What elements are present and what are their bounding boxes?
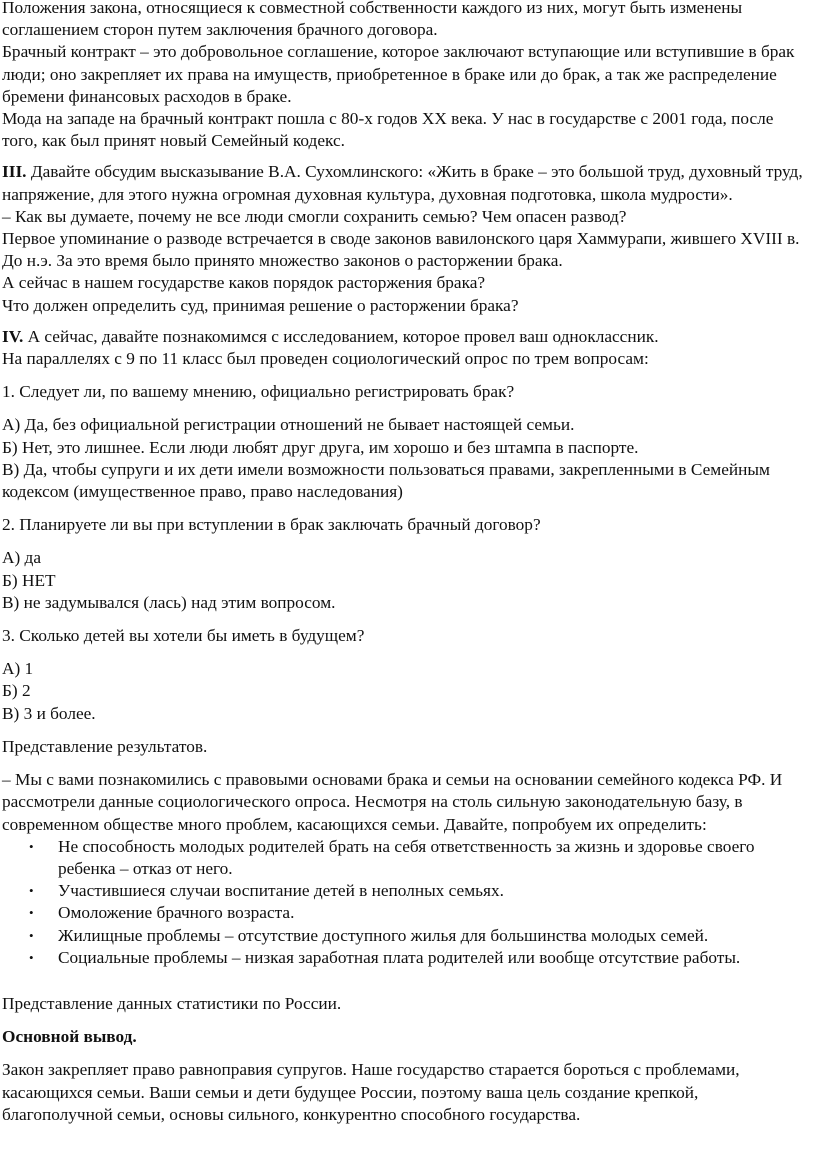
section-3-question-divorce: – Как вы думаете, почему не все люди смогли сохранить семью? Чем опасен развод? [2,206,627,226]
section-4-label: IV. [2,326,24,346]
survey-answer-3c: В) 3 и более. [2,703,96,723]
results-label: Представление результатов. [2,736,208,756]
survey-answer-1c: В) Да, чтобы супруги и их дети имели возможности пользоваться правами, закрепленными в Семейным кодексом (имущественное право, право наследования) [2,459,770,502]
section-4-intro: А сейчас, давайте познакомимся с исследованием, которое провел ваш одноклассник. [23,326,659,346]
problems-list [2,836,804,969]
discussion-paragraph: – Мы с вами познакомились с правовыми основами брака и семьи на основании семейного кодекса РФ. И рассмотрели данные социологического опроса. Несмотря на столь сильную законодательную базу, в современном обществе много проблем, касающихся семьи. Давайте, попробуем их определить: [2,770,783,834]
survey-answer-2c: В) не задумывался (лась) над этим вопросом. [2,592,336,612]
survey-answer-2a: А) да [2,548,42,568]
conclusion-paragraph: Закон закрепляет право равноправия супругов. Наше государство старается бороться с проблемами, касающихся семьи. Ваши семьи и дети будущее России, поэтому ваша цель создание крепкой, благополучной семьи, основы сильного, конкурентно способного государства. [2,1060,740,1124]
list-item-text: Жилищные проблемы – отсутствие доступного жилья для большинства молодых семей. [58,925,709,945]
list-item [2,925,804,947]
bullet-icon: • [29,949,34,965]
bullet-icon: • [29,927,34,943]
section-3-quote: Давайте обсудим высказывание В.А. Сухомлинского: «Жить в браке – это большой труд, духовный труд, напряжение, для этого нужна огромная духовная культура, духовная подготовка, школа мудрости». [2,162,803,204]
paragraph-marriage-contract-definition: Брачный контракт – это добровольное соглашение, которое заключают вступающие или вступившие в брак люди; оно закрепляет их права на имуществ, приобретенное в браке или до брак, а так же распределение бремени финансовых расходов в браке. [2,42,795,106]
survey-answer-1b: Б) Нет, это лишнее. Если люди любят друг друга, им хорошо и без штампа в паспорте. [2,437,639,457]
paragraph-contract-history: Мода на западе на брачный контракт пошла с 80-х годов XX века. У нас в государстве с 2001 года, после того, как был принят новый Семейный кодекс. [2,109,774,151]
section-3-lead [2,161,804,205]
list-item-text: Не способность молодых родителей брать на себя ответственность за жизнь и здоровье своего ребенка – отказ от него. [58,836,755,878]
list-item [2,836,804,880]
section-3-hammurabi: Первое упоминание о разводе встречается в своде законов вавилонского царя Хаммурапи, жившего XVIII в. До н.э. За это время было принято множество законов о расторжении брака. [2,229,800,271]
section-3-label: III. [2,162,27,182]
conclusion-heading [2,1026,804,1048]
bullet-icon: • [29,838,34,854]
survey-answer-2b: Б) НЕТ [2,570,56,590]
section-4-survey-intro: На параллелях с 9 по 11 класс был проведен социологический опрос по трем вопросам: [2,349,649,369]
list-item-text: Участившиеся случаи воспитание детей в неполных семьях. [58,881,504,901]
section-3-divorce-procedure: А сейчас в нашем государстве каков порядок расторжения брака? [2,273,486,293]
survey-question-2: 2. Планируете ли вы при вступлении в брак заключать брачный договор? [2,515,541,535]
document-body [2,0,804,1126]
list-item [2,880,804,902]
conclusion-heading-text: Основной вывод. [2,1027,137,1047]
list-item-text: Социальные проблемы – низкая заработная плата родителей или вообще отсутствие работы. [58,947,741,967]
list-item-text: Омоложение брачного возраста. [58,903,295,923]
survey-question-1: 1. Следует ли, по вашему мнению, официально регистрировать брак? [2,382,515,402]
section-3-court-question: Что должен определить суд, принимая решение о расторжении брака? [2,295,519,315]
survey-answer-3b: Б) 2 [2,681,31,701]
statistics-label: Представление данных статистики по России. [2,993,342,1013]
paragraph-property-law: Положения закона, относящиеся к совместной собственности каждого из них, могут быть изменены соглашением сторон путем заключения брачного договора. [2,0,743,40]
survey-answer-3a: А) 1 [2,659,34,679]
survey-answer-1a: А) Да, без официальной регистрации отношений не бывает настоящей семьи. [2,415,575,435]
bullet-icon: • [29,883,34,899]
bullet-icon: • [29,905,34,921]
list-item [2,902,804,924]
section-4-lead [2,326,804,348]
list-item [2,947,804,969]
survey-question-3: 3. Сколько детей вы хотели бы иметь в будущем? [2,626,365,646]
